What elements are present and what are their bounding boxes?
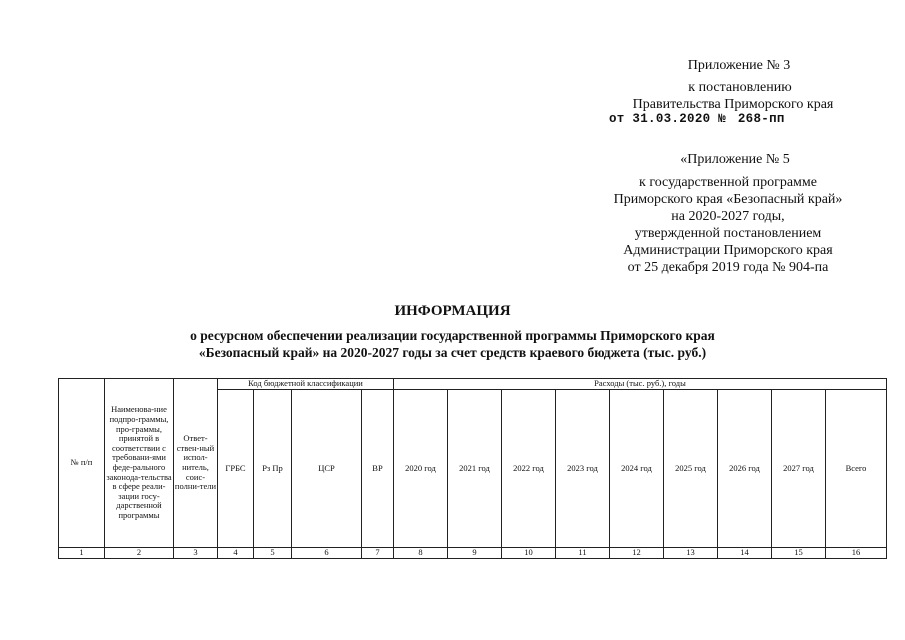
column-number-cell: 11 <box>556 548 610 559</box>
header-cell-grbs: ГРБС <box>218 390 254 548</box>
header-cell-no: № п/п <box>59 379 105 548</box>
prior-appendix-line: «Приложение № 5 <box>680 152 790 167</box>
header-cell-year: 2020 год <box>394 390 448 548</box>
header-cell-vr: ВР <box>362 390 394 548</box>
header-cell-year: 2024 год <box>610 390 664 548</box>
header-cell-executor: Ответ-ствен-ный испол-нитель, соис-полни-тели <box>174 379 218 548</box>
date-prefix: от <box>609 112 625 126</box>
column-number-cell: 14 <box>718 548 772 559</box>
header-cell-year: 2022 год <box>502 390 556 548</box>
header-cell-year: 2023 год <box>556 390 610 548</box>
header-cell-year: 2025 год <box>664 390 718 548</box>
header-cell-csr: ЦСР <box>292 390 362 548</box>
appendix-number: Приложение № 3 <box>687 58 791 73</box>
column-number-cell: 10 <box>502 548 556 559</box>
header-cell-year: 2021 год <box>448 390 502 548</box>
column-number-cell: 4 <box>218 548 254 559</box>
column-number-cell: 8 <box>394 548 448 559</box>
column-number-cell: 13 <box>664 548 718 559</box>
resolution-ref: к постановлению <box>688 80 792 95</box>
header-group-expenses: Расходы (тыс. руб.), годы <box>394 379 887 390</box>
header-cell-name: Наименова-ние подпро-граммы, про-граммы, принятой в соответствии с требовани-ями феде-рального законода-тельства в сфере реали-зации госу-дарственной программы <box>105 379 174 548</box>
column-number-cell: 1 <box>59 548 105 559</box>
subtitle-line-2: «Безопасный край» на 2020-2027 годы за счет средств краевого бюджета (тыс. руб.) <box>198 345 707 360</box>
resolution-number: 268-пп <box>737 112 785 126</box>
header-cell-year: 2027 год <box>772 390 826 548</box>
prior-appendix-block <box>596 151 860 276</box>
column-number-cell: 6 <box>292 548 362 559</box>
column-number-cell: 9 <box>448 548 502 559</box>
column-number-cell: 12 <box>610 548 664 559</box>
resolution-date-number <box>609 112 785 126</box>
header-cell-year: 2026 год <box>718 390 772 548</box>
table-header-row-1 <box>59 379 887 390</box>
government-name: Правительства Приморского края <box>632 97 834 112</box>
resource-table <box>58 378 887 559</box>
prior-appendix-line: от 25 декабря 2019 года № 904-па <box>627 260 829 275</box>
column-number-cell: 16 <box>826 548 887 559</box>
subtitle-line-1: о ресурсном обеспечении реализации государственной программы Приморского края <box>190 328 715 343</box>
header-group-kbk: Код бюджетной классификации <box>218 379 394 390</box>
document-title: ИНФОРМАЦИЯ <box>394 303 511 319</box>
prior-appendix-line: Приморского края «Безопасный край» <box>613 192 843 207</box>
column-number-cell: 5 <box>254 548 292 559</box>
prior-appendix-line: к государственной программе <box>639 175 817 190</box>
column-number-cell: 2 <box>105 548 174 559</box>
resolution-date: 31.03.2020 <box>632 112 711 126</box>
document-subtitle <box>0 327 905 361</box>
prior-appendix-line: утвержденной постановлением <box>634 226 822 241</box>
number-sign: № <box>718 112 727 126</box>
appendix-header <box>600 57 860 113</box>
prior-appendix-line: Администрации Приморского края <box>623 243 833 258</box>
prior-appendix-line: на 2020-2027 годы, <box>671 209 785 224</box>
table-numbering-row <box>59 548 887 559</box>
column-number-cell: 15 <box>772 548 826 559</box>
column-number-cell: 3 <box>174 548 218 559</box>
header-cell-rzpr: Рз Пр <box>254 390 292 548</box>
header-cell-total: Всего <box>826 390 887 548</box>
column-number-cell: 7 <box>362 548 394 559</box>
